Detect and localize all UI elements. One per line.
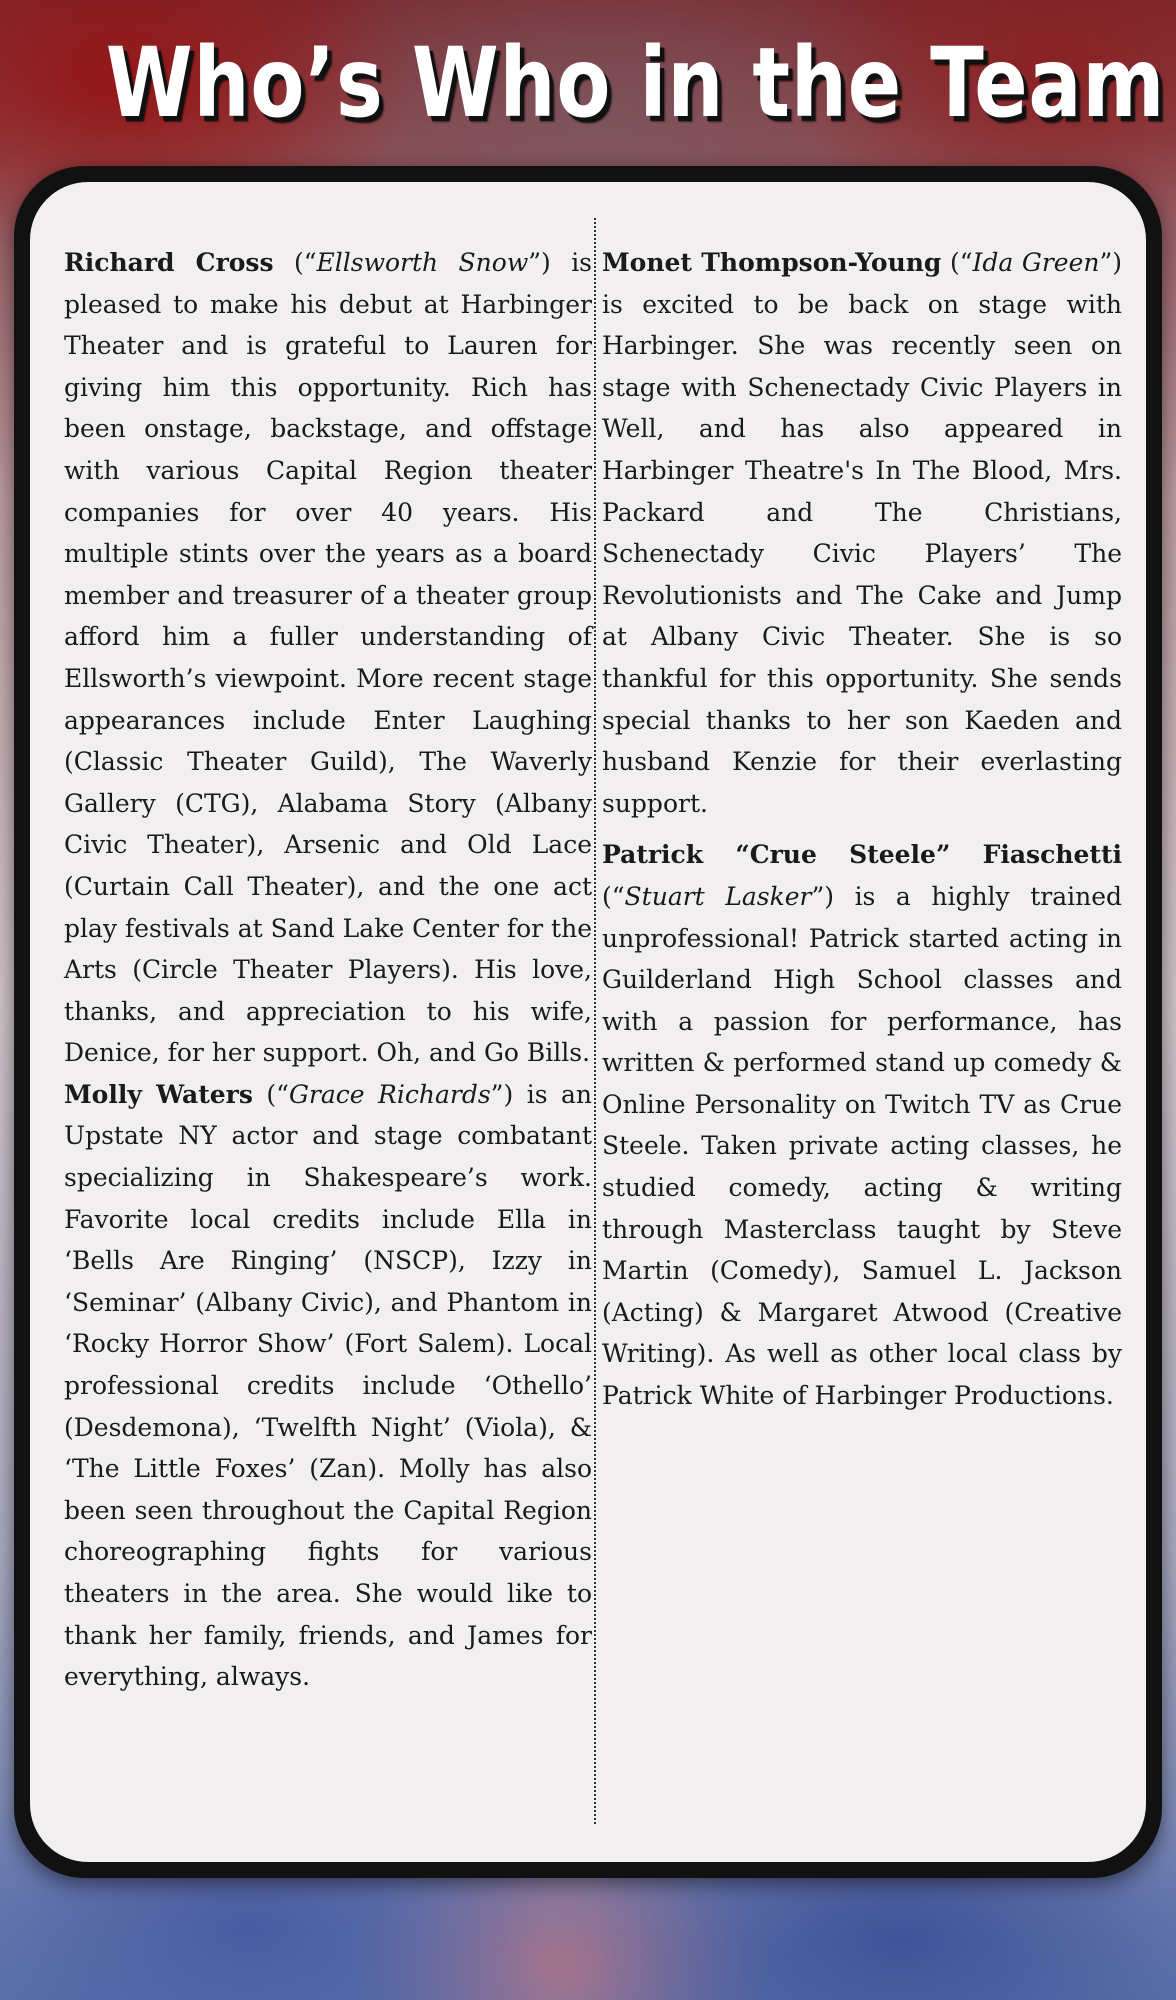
bio-name: Monet Thompson-Young bbox=[602, 248, 942, 277]
role-close: ”) bbox=[490, 1079, 527, 1109]
role-close: ”) bbox=[528, 248, 572, 277]
role-close: ”) bbox=[811, 881, 855, 911]
role-close: ”) bbox=[1099, 248, 1123, 277]
bio-molly-waters bbox=[64, 1074, 592, 1698]
bio-patrick-fiaschetti bbox=[602, 834, 1122, 1416]
column-divider bbox=[594, 218, 596, 1824]
role-open: (“ bbox=[602, 881, 625, 911]
role-open: (“ bbox=[941, 248, 973, 277]
bio-monet-thompson-young bbox=[602, 242, 1122, 824]
bio-name: Richard Cross bbox=[64, 248, 274, 277]
left-column bbox=[64, 242, 592, 1698]
bio-name: Molly Waters bbox=[64, 1079, 253, 1109]
bio-role: Grace Richards bbox=[288, 1079, 491, 1109]
bio-panel bbox=[30, 182, 1146, 1862]
role-open: (“ bbox=[252, 1079, 289, 1109]
bio-role: Stuart Lasker bbox=[624, 881, 812, 911]
role-open: (“ bbox=[273, 248, 317, 277]
bio-text: is a highly trained unprofessional! Patrick started acting in Guilderland High School classes and with a passion for performance, has written & performed stand up comedy & Online Personality on Twitch TV as Crue Steele. Taken private acting classes, he studied comedy, acting & writing through Masterclass taught by Steve Martin (Comedy), Samuel L. Jackson (Acting) & Margaret Atwood (Creative Writing). As well as other local class by Patrick White of Harbinger Productions. bbox=[602, 881, 1123, 1411]
bio-role: Ellsworth Snow bbox=[316, 248, 529, 277]
bio-name: Patrick “Crue Steele” Fiaschetti bbox=[602, 840, 1122, 870]
bio-richard-cross bbox=[64, 242, 592, 1074]
bio-text: is excited to be back on stage with Harbinger. She was recently seen on stage with Schenectady Civic Players in Well, and has also appeared in Harbinger Theatre's In The Blood, Mrs. Packard and The Christians, Schenectady Civic Players’ The Revolutionists and The Cake and Jump at Albany Civic Theater. She is so thankful for this opportunity. She sends special thanks to her son Kaeden and husband Kenzie for their everlasting support. bbox=[602, 289, 1122, 818]
right-column bbox=[602, 242, 1122, 1417]
bio-text: is pleased to make his debut at Harbinger Theater and is grateful to Lauren for giving him this opportunity. Rich has been onstage, backstage, and offstage with various Capital Region theater companies for over 40 years. His multiple stints over the years as a board member and treasurer of a theater group afford him a fuller understanding of Ellsworth’s viewpoint. More recent stage appearances include Enter Laughing (Classic Theater Guild), The Waverly Gallery (CTG), Alabama Story (Albany Civic Theater), Arsenic and Old Lace (Curtain Call Theater), and the one act play festivals at Sand Lake Center for the Arts (Circle Theater Players). His love, thanks, and appreciation to his wife, Denice, for her support. Oh, and Go Bills. bbox=[64, 248, 593, 1068]
bio-text: is an Upstate NY actor and stage combatant specializing in Shakespeare’s work. Favorite local credits include Ella in ‘Bells Are Ringing’ (NSCP), Izzy in ‘Seminar’ (Albany Civic), and Phantom in ‘Rocky Horror Show’ (Fort Salem). Local professional credits include ‘Othello’ (Desdemona), ‘Twelfth Night’ (Viola), & ‘The Little Foxes’ (Zan). Molly has also been seen throughout the Capital Region choreographing fights for various theaters in the area. She would like to thank her family, friends, and James for everything, always. bbox=[64, 1079, 593, 1692]
page-title: Who’s Who in the Team bbox=[105, 27, 1166, 139]
bio-role: Ida Green bbox=[972, 248, 1100, 277]
